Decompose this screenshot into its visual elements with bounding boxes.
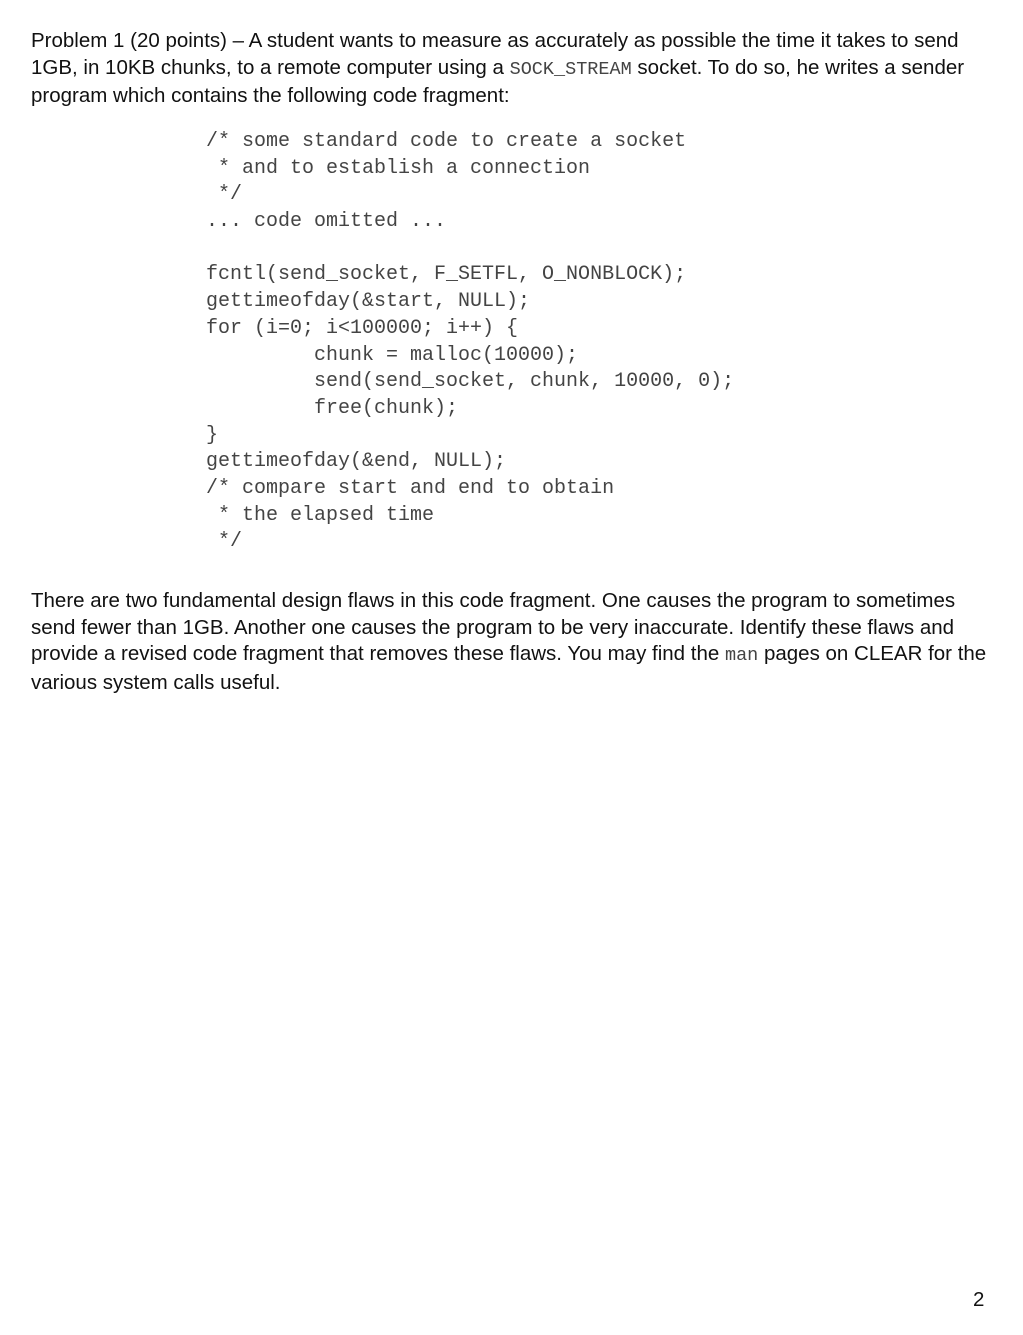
instructions-text-start: There are two fundamental design flaws in this code fragment. One causes the program to sometimes send fewer than 1GB. Another one causes the program to be very inaccurate. Identify these flaws and provide a revised code fragment that removes these flaws. You may find the — [31, 589, 956, 666]
page-number: 2 — [973, 1288, 985, 1311]
code-line: * and to establish a connection — [206, 156, 591, 180]
code-line: ... code omitted ... — [206, 210, 447, 234]
code-line: fcntl(send_socket, F_SETFL, O_NONBLOCK); — [206, 263, 687, 287]
code-fragment — [206, 129, 734, 556]
code-line: /* compare start and end to obtain — [206, 476, 615, 500]
question-instructions — [31, 588, 996, 697]
problem-statement — [31, 28, 996, 110]
code-line: * the elapsed time — [206, 503, 435, 527]
code-line: } — [206, 423, 219, 447]
code-line: gettimeofday(&start, NULL); — [206, 290, 531, 314]
code-line: send(send_socket, chunk, 10000, 0); — [206, 370, 735, 394]
man-term: man — [724, 645, 759, 667]
code-line: for (i=0; i<100000; i++) { — [206, 316, 519, 340]
problem-text-end: socket. To do so, he writes a sender program which contains the following code fragment: — [31, 55, 965, 108]
instructions-text-end: pages on CLEAR for the various system calls useful. — [31, 642, 987, 695]
code-line — [206, 236, 734, 263]
code-line: */ — [206, 183, 243, 207]
code-line: gettimeofday(&end, NULL); — [206, 450, 507, 474]
code-line: chunk = malloc(10000); — [206, 343, 579, 367]
code-line: /* some standard code to create a socket — [206, 130, 687, 153]
code-line: */ — [206, 530, 243, 554]
code-line: free(chunk); — [206, 396, 459, 420]
socket-type-term: SOCK_STREAM — [509, 58, 632, 80]
problem-text-start: Problem 1 (20 points) – A student wants to measure as accurately as possible the time it takes to send 1GB, in 10KB chunks, to a remote computer using a — [31, 29, 959, 79]
